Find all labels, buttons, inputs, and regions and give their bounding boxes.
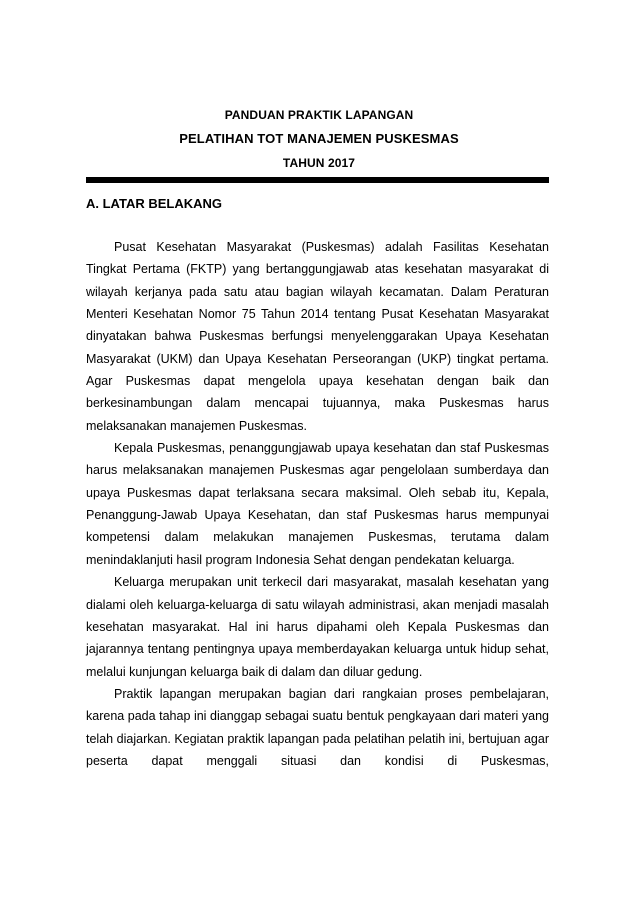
document-year: TAHUN 2017 bbox=[282, 156, 356, 170]
document-title: PANDUAN PRAKTIK LAPANGAN bbox=[224, 108, 414, 122]
paragraph: Pusat Kesehatan Masyarakat (Puskesmas) adalah Fasilitas Kesehatan Tingkat Pertama (FKTP) yang bertanggungjawab atas kesehatan masyarakat di wilayah kerjanya pada satu atau bagian wilayah kecamatan. Dalam Peraturan Menteri Kesehatan Nomor 75 Tahun 2014 tentang Pusat Kesehatan Masyarakat dinyatakan bahwa Puskesmas berfungsi menyelenggarakan Upaya Kesehatan Masyarakat (UKM) dan Upaya Kesehatan Perseorangan (UKP) tingkat pertama. Agar Puskesmas dapat mengelola upaya kesehatan dengan baik dan berkesinambungan dalam mencapai tujuannya, maka Puskesmas harus melaksanakan manajemen Puskesmas. bbox=[86, 240, 549, 433]
paragraph: Keluarga merupakan unit terkecil dari masyarakat, masalah kesehatan yang dialami oleh keluarga-keluarga di satu wilayah administrasi, akan menjadi masalah kesehatan masyarakat. Hal ini harus dipahami oleh Kepala Puskesmas dan jajarannya tentang pentingnya upaya memberdayakan keluarga untuk hidup sehat, melalui kunjungan keluarga baik di dalam dan diluar gedung. bbox=[86, 575, 549, 679]
header-divider bbox=[86, 177, 549, 183]
paragraph: Praktik lapangan merupakan bagian dari rangkaian proses pembelajaran, karena pada tahap ini dianggap sebagai suatu bentuk pengkayaan dari materi yang telah diajarkan. Kegiatan praktik lapangan pada pelatihan pelatih ini, bertujuan agar peserta dapat menggali situasi dan kondisi di Puskesmas, bbox=[86, 686, 549, 768]
section-heading: A. LATAR BELAKANG bbox=[86, 196, 223, 211]
paragraph: Kepala Puskesmas, penanggungjawab upaya kesehatan dan staf Puskesmas harus melaksanakan manajemen Puskesmas agar pengelolaan sumberdaya dan upaya Puskesmas dapat terlaksana secara maksimal. Oleh sebab itu, Kepala, Penanggung-Jawab Upaya Kesehatan, dan staf Puskesmas harus mempunyai kompetensi dalam melakukan manajemen Puskesmas, terutama dalam menindaklanjuti hasil program Indonesia Sehat dengan pendekatan keluarga. bbox=[86, 441, 549, 567]
document-subtitle: PELATIHAN TOT MANAJEMEN PUSKESMAS bbox=[179, 131, 459, 146]
section-body bbox=[86, 236, 549, 772]
